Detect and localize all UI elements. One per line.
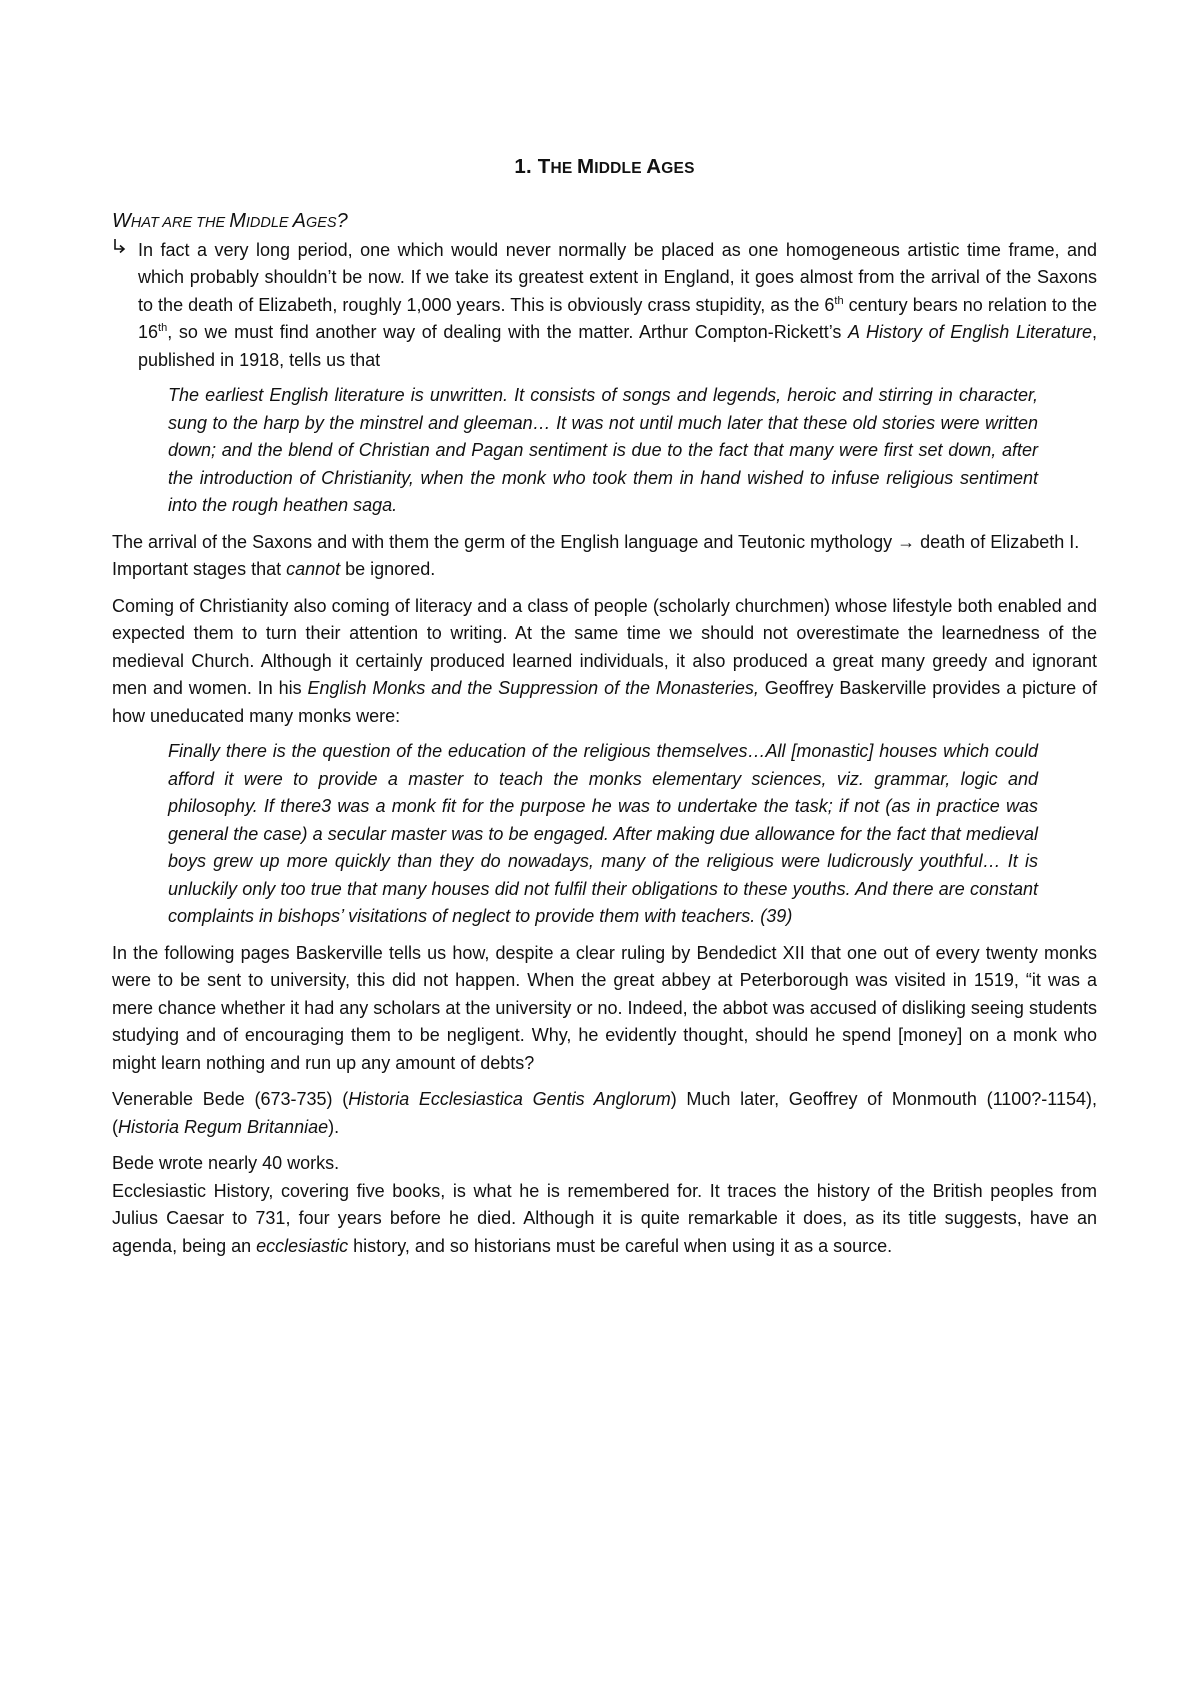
- subtitle-small: HAT ARE THE: [130, 214, 230, 231]
- paragraph-text: Coming of Christianity also coming of literacy and a class of people (scholarly churchmen) whose lifestyle both enabled and expected them to turn their attention to writing. At the same time we should not overestimate the learnedness of the medieval Church. Although it certainly produced learned individuals, it also produced a great many greedy and ignorant men and women. In his: [112, 595, 1097, 698]
- paragraph-line: Important stages that: [112, 559, 287, 579]
- paragraph-text: Geoffrey Baskerville provides a picture of how uneducated many monks were:: [112, 678, 1097, 726]
- section-subtitle: [112, 208, 1097, 237]
- paragraph-text: Ecclesiastic History, covering five books, is what he is remembered for. It traces the history of the British peoples from Julius Caesar to 731, four years before he died. Although it is quite remarkable it does, as its title suggests, have an agenda, being an: [112, 1180, 1097, 1256]
- block-quote-2: Finally there is the question of the education of the religious themselves…All [monastic] houses which could afford it were to provide a master to teach the monks elementary sciences, viz. grammar, logic and philosophy. If there3 was a monk fit for the purpose he was to undertake the task; if not (as in practice was general the case) a secular master was to be engaged. After making due allowance for the fact that medieval boys grew up more quickly than they do nowadays, many of the religious were ludicrously youthful… It is unluckily only too true that many houses did not fulfil their obligations to these youths. And there are constant complaints in bishops’ visitations of neglect to provide them with teachers. (39): [168, 741, 1038, 926]
- title-small: HE: [550, 160, 577, 177]
- paragraph-text: Venerable Bede (673-735) (: [112, 1089, 349, 1109]
- bullet-text-part: century bears no relation to the 16: [138, 294, 1097, 342]
- title-small: IDDLE: [594, 160, 647, 177]
- book-title: Historia Ecclesiastica Gentis Anglorum: [348, 1089, 671, 1109]
- bullet-text: [138, 237, 1097, 375]
- paragraph-text: history, and so historians must be careful when using it as a source.: [348, 1235, 893, 1256]
- book-title: Historia Regum Britanniae: [118, 1116, 329, 1137]
- bullet-text-part: In fact a very long period, one which would never normally be placed as one homogeneous artistic time frame, and which probably shouldn’t be now. If we take its greatest extent in England, it goes almost from the arrival of the Saxons to the death of Elizabeth, roughly 1,000 years. This is obviously crass stupidity, as the 6: [138, 239, 1097, 315]
- subtitle-small: GES: [305, 214, 337, 231]
- subtitle-qmark: ?: [336, 209, 348, 232]
- paragraph: [112, 1150, 1097, 1260]
- title-cap: T: [537, 155, 551, 178]
- title-number: 1.: [514, 155, 538, 178]
- emphasis: cannot: [286, 559, 341, 579]
- book-title: English Monks and the Suppression of the Monasteries,: [307, 678, 759, 698]
- subtitle-cap: A: [292, 209, 306, 232]
- superscript: th: [834, 294, 844, 307]
- paragraph-line: be ignored.: [340, 559, 436, 579]
- paragraph-line: Bede wrote nearly 40 works.: [112, 1153, 340, 1173]
- document-page: [112, 140, 1097, 1260]
- emphasis: ecclesiastic: [256, 1235, 349, 1256]
- bullet-text-part: , so we must find another way of dealing with the matter. Arthur Compton-Rickett’s: [167, 322, 849, 342]
- title-cap: A: [646, 155, 662, 178]
- page-title: [112, 153, 1097, 183]
- subtitle-small: IDDLE: [245, 214, 293, 231]
- paragraph-text: ) Much later, Geoffrey of Monmouth (1100?-1154), (: [112, 1089, 1097, 1137]
- paragraph: [112, 593, 1097, 731]
- bullet-item: [112, 237, 1097, 375]
- subtitle-cap: W: [112, 209, 131, 232]
- paragraph: In the following pages Baskerville tells us how, despite a clear ruling by Bendedict XII that one out of every twenty monks were to be sent to university, this did not happen. When the great abbey at Peterborough was visited in 1519, “it was a mere chance whether it had any scholars at the university or no. Indeed, the abbot was accused of disliking seeing students studying and of encouraging them to be negligent. Why, he evidently thought, should he spend [money] on a monk who might learn nothing and run up any amount of debts?: [112, 942, 1097, 1073]
- bullet-text-part: , published in 1918, tells us that: [138, 322, 1098, 370]
- arrow-bullet-icon: [112, 237, 138, 266]
- paragraph-text: ).: [328, 1116, 340, 1137]
- book-title: A History of English Literature: [848, 322, 1092, 342]
- title-cap: M: [576, 155, 595, 178]
- block-quote-1: The earliest English literature is unwritten. It consists of songs and legends, heroic and stirring in character, sung to the harp by the minstrel and gleeman… It was not until much later that these old stories were written down; and the blend of Christian and Pagan sentiment is due to the fact that many were first set down, after the introduction of Christianity, when the monk who took them in hand wished to infuse religious sentiment into the rough heathen saga.: [168, 385, 1038, 515]
- paragraph-line: The arrival of the Saxons and with them the germ of the English language and Teutonic mythology → death of Elizabeth I.: [112, 531, 1080, 552]
- subtitle-cap: M: [229, 209, 246, 232]
- title-small: GES: [661, 160, 695, 177]
- superscript: th: [158, 322, 168, 334]
- paragraph: [112, 1086, 1097, 1141]
- paragraph: [112, 529, 1097, 584]
